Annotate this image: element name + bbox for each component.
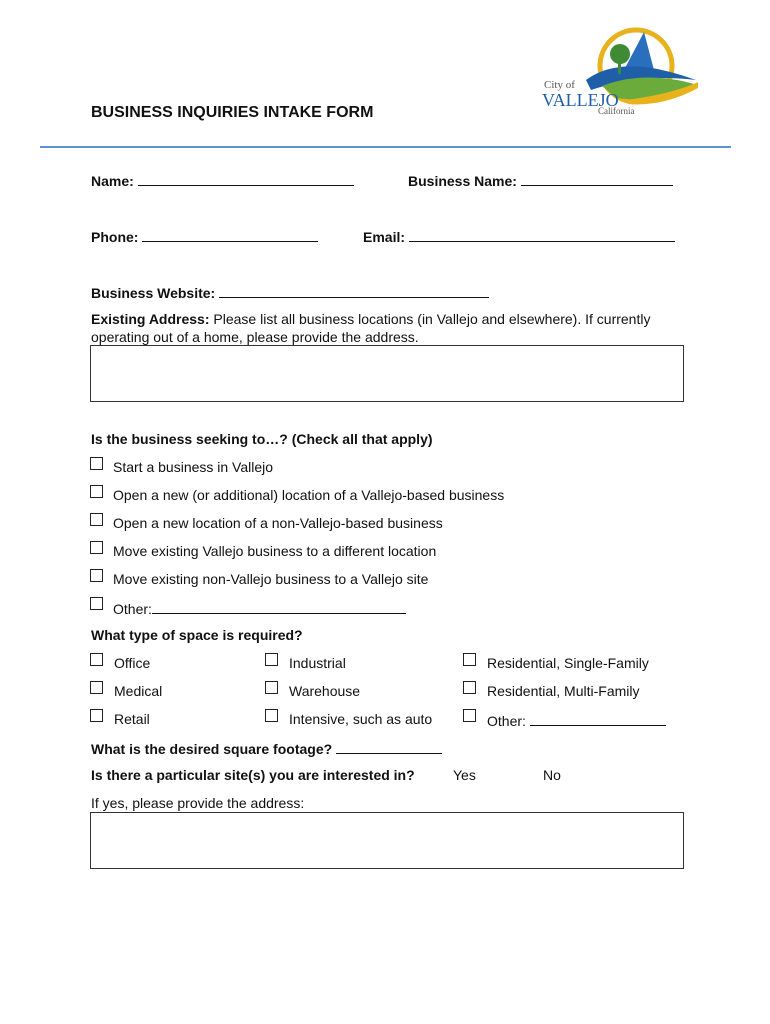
phone-label: Phone: bbox=[91, 229, 139, 245]
website-label: Business Website: bbox=[91, 285, 216, 301]
space-option-retail: Retail bbox=[114, 711, 150, 727]
seeking-checkbox-open-non-vallejo[interactable] bbox=[90, 513, 103, 526]
space-other-input-line[interactable] bbox=[530, 711, 666, 726]
space-checkbox-office[interactable] bbox=[90, 653, 103, 666]
name-label: Name: bbox=[91, 173, 134, 189]
site-answer-no[interactable]: No bbox=[543, 767, 561, 783]
seeking-other-label: Other: bbox=[113, 601, 152, 617]
seeking-option-move-non-vallejo: Move existing non-Vallejo business to a Vallejo site bbox=[113, 571, 429, 587]
space-checkbox-intensive[interactable] bbox=[265, 709, 278, 722]
existing-address-box[interactable] bbox=[90, 345, 684, 402]
business-name-label: Business Name: bbox=[408, 173, 517, 189]
seeking-option-move-vallejo: Move existing Vallejo business to a different location bbox=[113, 543, 437, 559]
space-option-medical: Medical bbox=[114, 683, 163, 699]
website-input-line[interactable] bbox=[219, 283, 489, 298]
site-question: Is there a particular site(s) you are interested in? bbox=[91, 767, 415, 783]
business-name-input-line[interactable] bbox=[521, 171, 673, 186]
seeking-checkbox-start[interactable] bbox=[90, 457, 103, 470]
logo-tree-trunk bbox=[618, 58, 621, 74]
seeking-option-open-non-vallejo: Open a new location of a non-Vallejo-based business bbox=[113, 515, 443, 531]
space-checkbox-industrial[interactable] bbox=[265, 653, 278, 666]
seeking-checkbox-open-vallejo[interactable] bbox=[90, 485, 103, 498]
space-question: What type of space is required? bbox=[91, 627, 303, 643]
logo-city-of: City of bbox=[544, 79, 575, 91]
site-answer-yes[interactable]: Yes bbox=[453, 767, 476, 783]
space-other-label: Other: bbox=[487, 713, 526, 729]
existing-address-instructions bbox=[91, 311, 650, 327]
website-field bbox=[91, 283, 489, 301]
space-option-office: Office bbox=[114, 655, 151, 671]
seeking-option-start: Start a business in Vallejo bbox=[113, 459, 274, 475]
space-option-warehouse: Warehouse bbox=[289, 683, 361, 699]
space-option-intensive: Intensive, such as auto bbox=[289, 711, 433, 727]
site-address-label: If yes, please provide the address: bbox=[91, 795, 305, 811]
space-option-industrial: Industrial bbox=[289, 655, 346, 671]
name-input-line[interactable] bbox=[138, 171, 354, 186]
seeking-option-other bbox=[113, 599, 406, 617]
seeking-checkbox-move-vallejo[interactable] bbox=[90, 541, 103, 554]
space-checkbox-warehouse[interactable] bbox=[265, 681, 278, 694]
existing-address-label: Existing Address: bbox=[91, 311, 210, 327]
site-address-box[interactable] bbox=[90, 812, 684, 869]
space-checkbox-retail[interactable] bbox=[90, 709, 103, 722]
seeking-checkbox-move-non-vallejo[interactable] bbox=[90, 569, 103, 582]
name-field bbox=[91, 171, 354, 189]
email-field bbox=[363, 227, 675, 245]
email-input-line[interactable] bbox=[409, 227, 675, 242]
form-title: BUSINESS INQUIRIES INTAKE FORM bbox=[91, 104, 374, 121]
existing-address-text-2: operating out of a home, please provide the address. bbox=[91, 329, 419, 345]
title-divider bbox=[40, 146, 731, 148]
space-option-other bbox=[487, 711, 666, 729]
space-checkbox-other[interactable] bbox=[463, 709, 476, 722]
sqft-question: What is the desired square footage? bbox=[91, 741, 333, 757]
business-name-field bbox=[408, 171, 673, 189]
space-checkbox-single-family[interactable] bbox=[463, 653, 476, 666]
seeking-option-open-vallejo: Open a new (or additional) location of a Vallejo-based business bbox=[113, 487, 505, 503]
existing-address-text-1: Please list all business locations (in Vallejo and elsewhere). If currently bbox=[213, 311, 651, 327]
space-option-single-family: Residential, Single-Family bbox=[487, 655, 649, 671]
email-label: Email: bbox=[363, 229, 406, 245]
logo-vallejo: VALLEJO bbox=[542, 90, 619, 110]
space-checkbox-medical[interactable] bbox=[90, 681, 103, 694]
space-checkbox-multi-family[interactable] bbox=[463, 681, 476, 694]
seeking-other-input-line[interactable] bbox=[152, 599, 406, 614]
sqft-field bbox=[91, 739, 442, 757]
logo-california: California bbox=[598, 106, 635, 116]
space-option-multi-family: Residential, Multi-Family bbox=[487, 683, 640, 699]
seeking-checkbox-other[interactable] bbox=[90, 597, 103, 610]
seeking-question: Is the business seeking to…? (Check all that apply) bbox=[91, 431, 433, 447]
sqft-input-line[interactable] bbox=[336, 739, 442, 754]
phone-field bbox=[91, 227, 318, 245]
city-of-vallejo-logo bbox=[536, 18, 706, 116]
phone-input-line[interactable] bbox=[142, 227, 318, 242]
